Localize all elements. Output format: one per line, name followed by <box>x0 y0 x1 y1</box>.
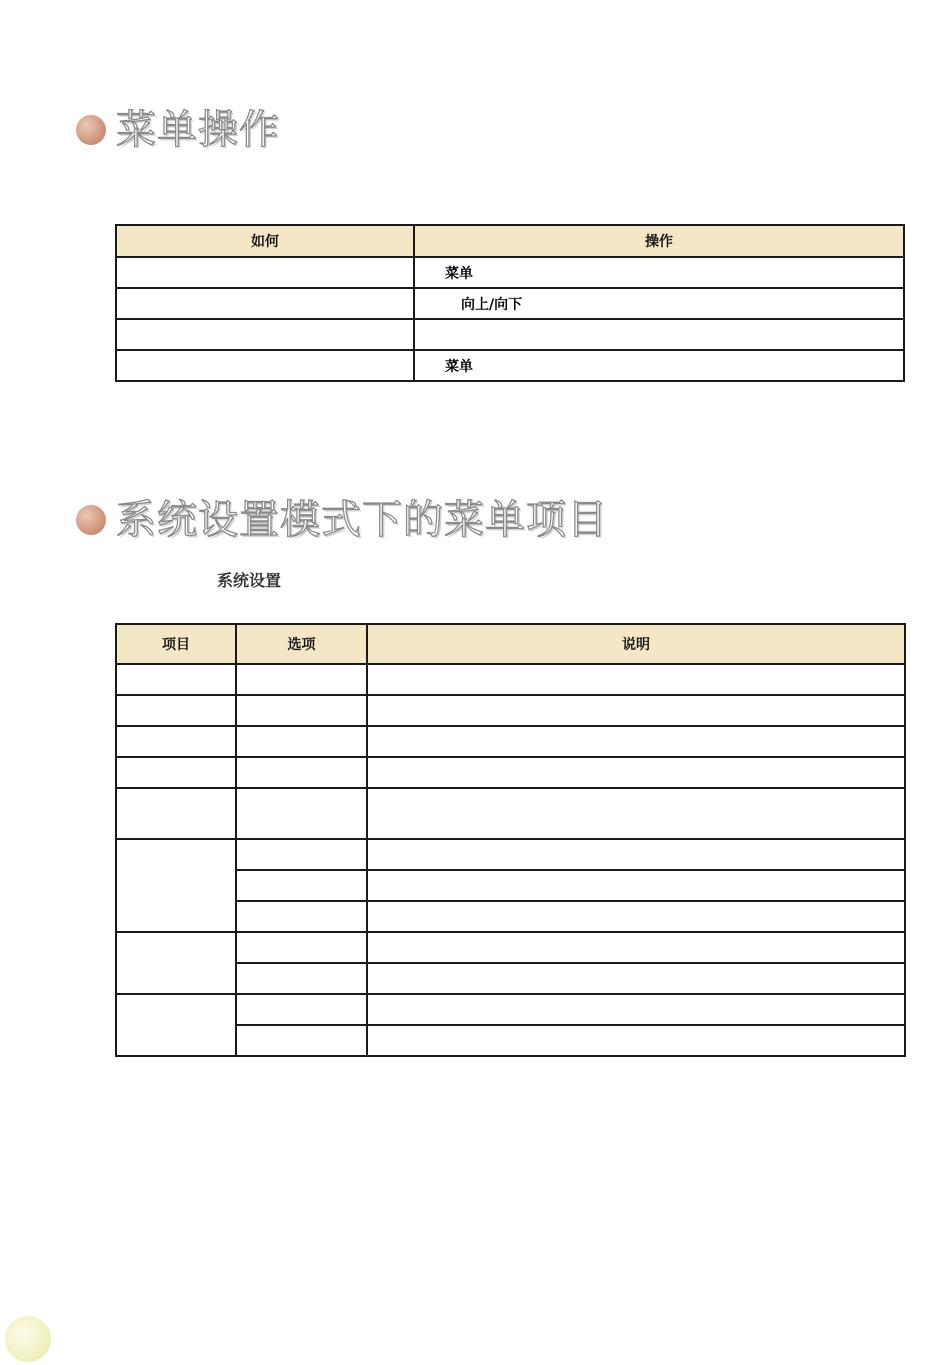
description-cell <box>367 664 905 695</box>
item-cell <box>116 726 236 757</box>
item-cell <box>116 932 236 994</box>
item-cell <box>116 695 236 726</box>
description-cell <box>367 757 905 788</box>
table-row <box>116 695 905 726</box>
description-cell <box>367 963 905 994</box>
description-cell <box>367 994 905 1025</box>
section-title: 系统设置模式下的菜单项目 <box>116 497 608 543</box>
section-heading-menu-operation <box>76 107 280 153</box>
option-cell <box>236 901 367 932</box>
section-title: 菜单操作 <box>116 107 280 153</box>
item-cell <box>116 839 236 932</box>
section-heading-system-settings-menu <box>76 497 608 543</box>
option-cell <box>236 870 367 901</box>
option-cell <box>236 757 367 788</box>
operation-cell: 菜单 <box>414 350 904 381</box>
column-header-how: 如何 <box>116 225 414 257</box>
table-row <box>116 664 905 695</box>
table-header-row <box>116 624 905 664</box>
operation-cell <box>414 319 904 350</box>
how-cell <box>116 257 414 288</box>
description-cell <box>367 839 905 870</box>
description-cell <box>367 695 905 726</box>
table-row <box>116 839 905 870</box>
description-cell <box>367 932 905 963</box>
description-cell <box>367 901 905 932</box>
description-cell <box>367 1025 905 1056</box>
how-cell <box>116 319 414 350</box>
column-header-option: 选项 <box>236 624 367 664</box>
item-cell <box>116 788 236 839</box>
item-cell <box>116 757 236 788</box>
description-cell <box>367 870 905 901</box>
option-cell <box>236 788 367 839</box>
column-header-description: 说明 <box>367 624 905 664</box>
menu-operation-table <box>115 224 905 382</box>
description-cell <box>367 726 905 757</box>
operation-cell: 菜单 <box>414 257 904 288</box>
option-cell <box>236 695 367 726</box>
option-cell <box>236 932 367 963</box>
option-cell <box>236 839 367 870</box>
bullet-icon <box>76 505 106 535</box>
option-cell <box>236 994 367 1025</box>
page-marker-icon <box>5 1316 51 1362</box>
bullet-icon <box>76 115 106 145</box>
column-header-item: 项目 <box>116 624 236 664</box>
how-cell <box>116 288 414 319</box>
table-row <box>116 350 904 381</box>
option-cell <box>236 664 367 695</box>
option-cell <box>236 726 367 757</box>
table-row <box>116 788 905 839</box>
system-settings-label: 系统设置 <box>217 571 282 590</box>
how-cell <box>116 350 414 381</box>
table-row <box>116 319 904 350</box>
system-settings-items-table <box>115 623 906 1057</box>
operation-cell: 向上/向下 <box>414 288 904 319</box>
table-row <box>116 288 904 319</box>
table-row <box>116 757 905 788</box>
option-cell <box>236 963 367 994</box>
table-row <box>116 257 904 288</box>
table-row <box>116 932 905 963</box>
table-row <box>116 726 905 757</box>
table-row <box>116 994 905 1025</box>
option-cell <box>236 1025 367 1056</box>
description-cell <box>367 788 905 839</box>
table-header-row <box>116 225 904 257</box>
column-header-operation: 操作 <box>414 225 904 257</box>
item-cell <box>116 994 236 1056</box>
item-cell <box>116 664 236 695</box>
